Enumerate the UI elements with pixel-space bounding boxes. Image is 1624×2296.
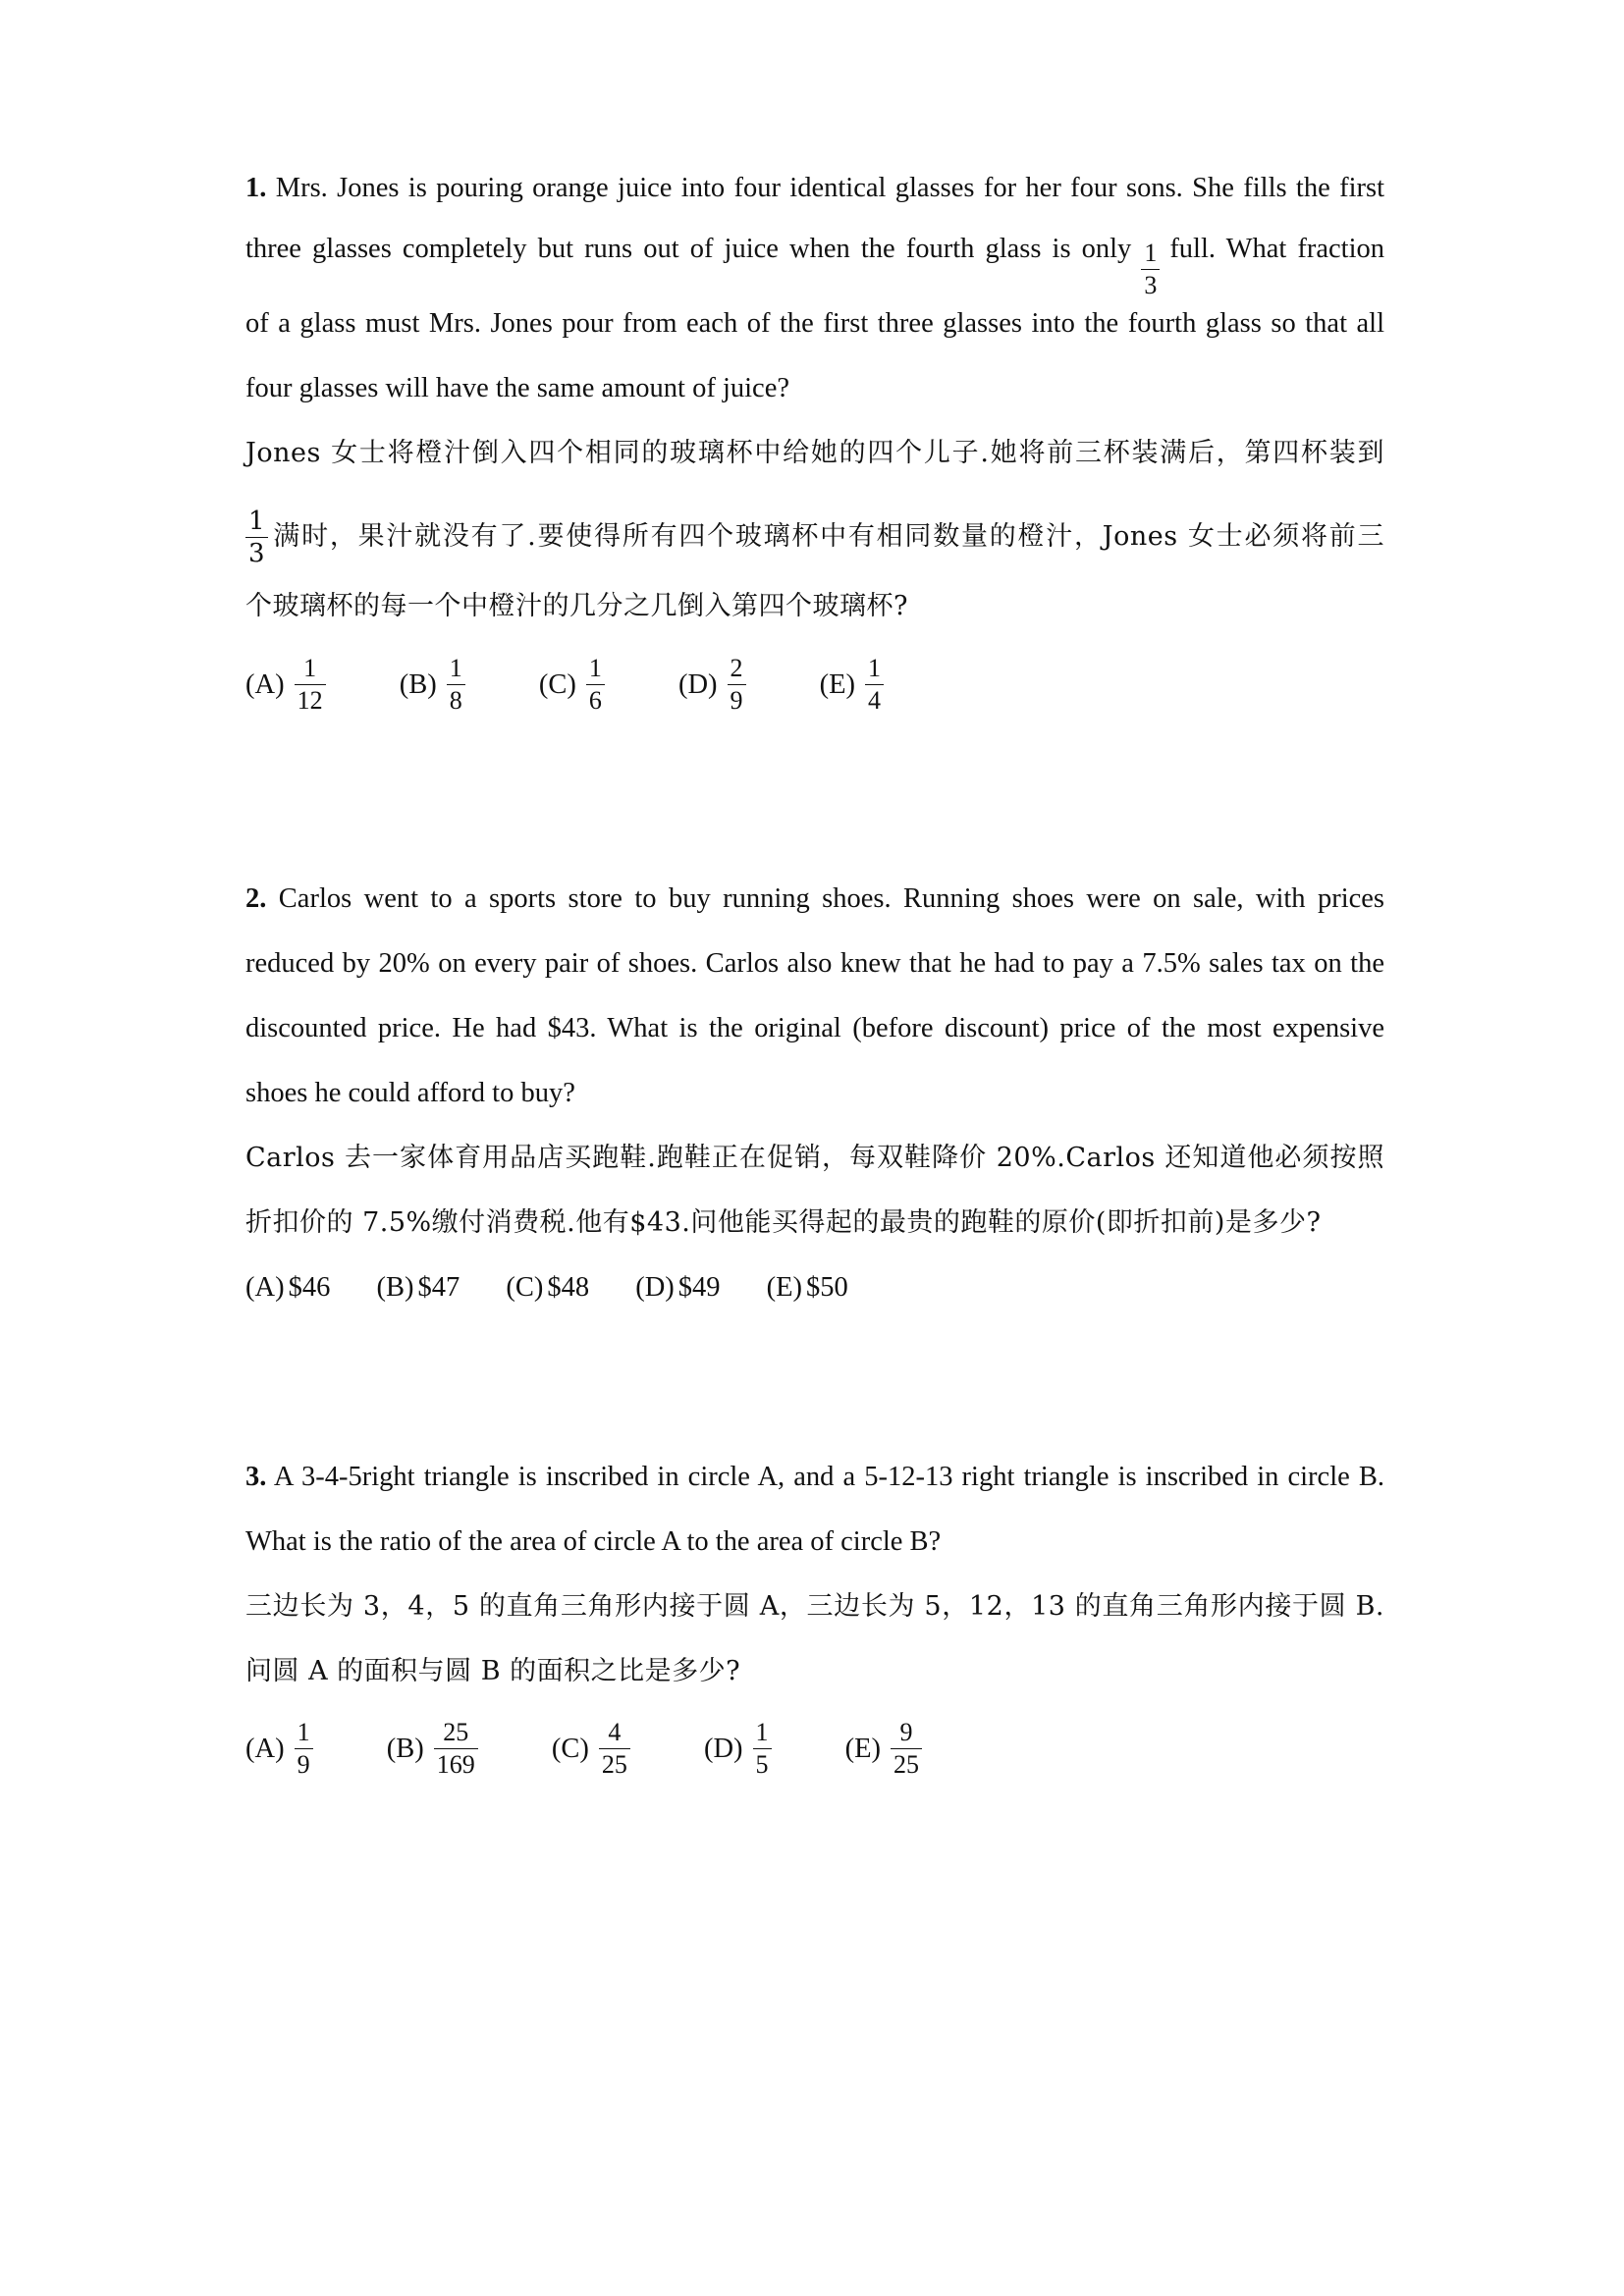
fraction: $\frac{1}{3}$ [245,507,268,568]
choice-c: (C) $\frac{1}{6}$ [539,654,615,716]
choice-d: (D) $49 [635,1272,721,1303]
choice-a: (A) $\frac{1}{9}$ [245,1718,323,1780]
problem-number: 3. [245,1462,267,1492]
problem-number: 1. [245,173,267,203]
problem-1-en-line-4: four glasses will have the same amount of juice? [245,373,789,403]
problem-3-en-line-1: 3. A 3-4-5right triangle is inscribed in circle A, and a 5-12-13 right triangle is inscribed in circle B. [245,1462,1384,1492]
problem-2-en-line-3: discounted price. He had $43. What is the original (before discount) price of the most expensive [245,1013,1384,1043]
answer-choices [245,1718,989,1780]
answer-choices [245,654,950,716]
problem-2-en-line-4: shoes he could afford to buy? [245,1078,575,1108]
problem-3-cn-line-2: 问圆 A 的面积与圆 B 的面积之比是多少? [245,1656,741,1686]
choice-c: (C) $48 [506,1272,590,1303]
choice-e: (E) $\frac{1}{4}$ [820,654,893,716]
problem-1-en-line-2: three glasses completely but runs out of juice when the fourth glass is only $\frac{1}{3}$ full. What fraction [245,234,1384,299]
choice-b: (B) $\frac{1}{8}$ [400,654,475,716]
choice-a: (A) $46 [245,1272,331,1303]
problem-1-en-line-1: 1. Mrs. Jones is pouring orange juice into four identical glasses for her four sons. She fills the first [245,173,1385,203]
choice-d: (D) $\frac{1}{5}$ [704,1718,782,1780]
fraction: $\frac{1}{3}$ [1141,239,1160,300]
choice-c: (C) $\frac{4}{25}$ [552,1718,640,1780]
choice-e: (E) $\frac{9}{25}$ [845,1718,932,1780]
problem-2-en-line-1: 2. Carlos went to a sports store to buy running shoes. Running shoes were on sale, with prices [245,883,1385,914]
problem-3-en-line-2: What is the ratio of the area of circle A to the area of circle B? [245,1526,942,1557]
choice-e: (E) $50 [766,1272,848,1303]
choice-a: (A) $\frac{1}{12}$ [245,654,336,716]
answer-choices [245,1268,888,1308]
problem-1-cn-line-1: Jones 女士将橙汁倒入四个相同的玻璃杯中给她的四个儿子.她将前三杯装满后，第四杯装到 [245,438,1384,468]
problem-2-en-line-2: reduced by 20% on every pair of shoes. Carlos also knew that he had to pay a 7.5% sales tax on the [245,948,1384,979]
choice-b: (B) $\frac{25}{169}$ [387,1718,488,1780]
choice-d: (D) $\frac{2}{9}$ [678,654,756,716]
problem-1-en-line-3: of a glass must Mrs. Jones pour from each of the first three glasses into the fourth glass so that all [245,308,1384,339]
problem-3-cn-line-1: 三边长为 3，4，5 的直角三角形内接于圆 A，三边长为 5，12，13 的直角三角形内接于圆 B. [245,1591,1384,1622]
problem-1-cn-line-2: $\frac{1}{3}$ 满时，果汁就没有了.要使得所有四个玻璃杯中有相同数量的橙汁，Jones 女士必须将前三 [245,507,1384,568]
problem-2-cn-line-2: 折扣价的 7.5%缴付消费税.他有$43.问他能买得起的最贵的跑鞋的原价(即折扣前)是多少? [245,1207,1322,1238]
problem-2-cn-line-1: Carlos 去一家体育用品店买跑鞋.跑鞋正在促销，每双鞋降价 20%.Carlos 还知道他必须按照 [245,1143,1384,1173]
problem-number: 2. [245,883,267,914]
choice-b: (B) $47 [376,1272,460,1303]
problem-1-cn-line-3: 个玻璃杯的每一个中橙汁的几分之几倒入第四个玻璃杯? [245,591,908,621]
